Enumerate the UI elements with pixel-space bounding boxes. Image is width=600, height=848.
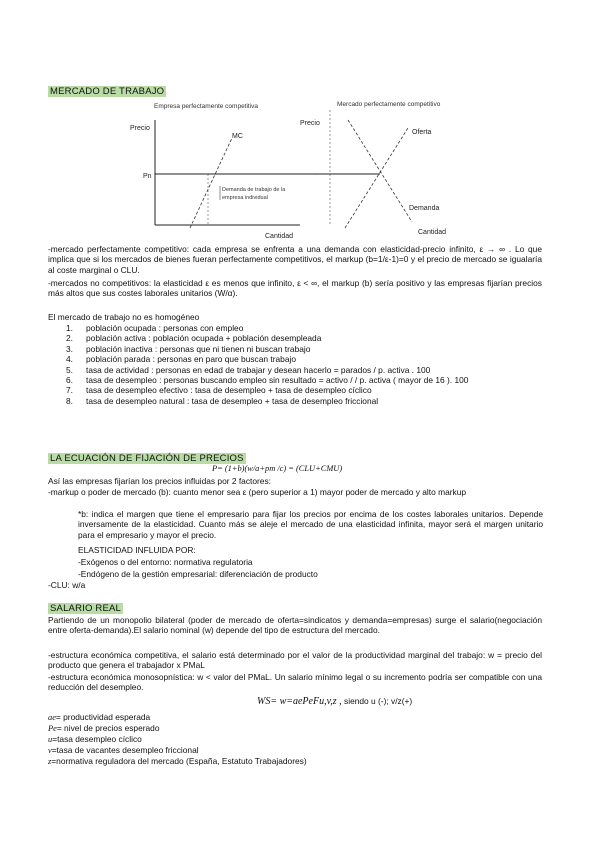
figure-left-title: Empresa perfectamente competitiva <box>154 103 259 110</box>
left-x-axis-label: Cantidad <box>265 233 294 240</box>
list-item: 1. población ocupada : personas con empleo <box>66 323 244 333</box>
oferta-label: Oferta <box>412 129 432 136</box>
supply-curve <box>345 128 408 228</box>
price-factors-intro: Así las empresas fijarían los precios influidas por 2 factores: <box>48 476 271 486</box>
labor-market-figure <box>0 0 600 245</box>
non-competitive-paragraph: -mercados no competitivos: la elasticidad ε es menos que infinito, ε < ∞, el markup (b) sería positivo y las empresas fijarían precios más altos que sus costes laborales unitarios (W/α). <box>48 278 542 299</box>
left-y-axis-label: Precio <box>130 125 150 132</box>
var-z: z=normativa reguladora del mercado (España, Estatuto Trabajadores) <box>48 756 307 766</box>
demanda-label: Demanda <box>409 205 440 212</box>
var-u: u=tasa desempleo cíclico <box>48 734 142 744</box>
clu-line: -CLU: w/a <box>48 580 86 590</box>
var-v: v=tasa de vacantes desempleo friccional <box>48 745 199 755</box>
heading-ecuacion-fijacion-precios: LA ECUACIÓN DE FIJACIÓN DE PRECIOS <box>50 453 244 464</box>
elasticidad-heading: ELASTICIDAD INFLUIDA POR: <box>78 545 196 555</box>
labor-definitions-list <box>66 323 544 406</box>
price-setting-formula: P= (1+b)(w/a+pm /c) = (CLU+CMU) <box>212 464 343 473</box>
wage-setting-equation <box>257 696 412 707</box>
markup-line: -markup o poder de mercado (b): cuanto menor sea ε (pero superior a 1) mayor poder de mercado y alto markup <box>48 487 467 497</box>
pn-label: Pn <box>143 173 152 180</box>
heading-mercado-de-trabajo: MERCADO DE TRABAJO <box>50 86 165 97</box>
bilateral-monopoly-paragraph: Partiendo de un monopolio bilateral (poder de mercado de oferta=sindicatos y demanda=empresas) surge el salario(negociación entre oferta-demanda).El salario nominal (w) depende del tipo de estructura del mercado. <box>48 615 542 636</box>
markup-explanation: *b: indica el margen que tiene el empresario para fijar los precios por encima de los costes laborales unitarios. Depende inversamente de la elasticidad. Cuanto más se aleje el mercado de una elasticidad infinita, mayor será el margen unitario para el empresario y mayor el precio. <box>78 509 543 540</box>
pn-line-arrow: → <box>312 171 318 177</box>
competitive-structure-paragraph: -estructura económica competitiva, el salario está determinado por el valor de la productividad marginal del trabajo: w = precio del producto que genera el trabajador x PMaL <box>48 650 542 671</box>
exogenous-factors: -Exógenos o del entorno: normativa regulatoria <box>78 557 253 567</box>
demand-note-line1: Demanda de trabajo de la <box>222 187 286 193</box>
demand-curve <box>348 120 412 222</box>
var-pe: Pe= nivel de precios esperado <box>48 723 160 733</box>
monopsony-paragraph: -estructura económica monosopnística: w < valor del PMaL. Un salario mínimo legal o su incremento podría ser compatible con una reducción del desempleo. <box>48 672 542 693</box>
endogenous-factors: -Endógeno de la gestión empresarial: diferenciación de producto <box>78 569 318 579</box>
list-item: 2. población activa : población ocupada + población desempleada <box>66 333 322 344</box>
right-y-axis-label: Precio <box>300 120 320 127</box>
right-x-axis-label: Cantidad <box>418 229 447 236</box>
list-item: 4. población parada : personas en paro que buscan trabajo <box>66 354 296 365</box>
mc-curve <box>190 138 232 228</box>
figure-right-title: Mercado perfectamente competitivo <box>337 101 441 108</box>
mc-label: MC <box>232 133 243 140</box>
ws-formula: WS= w=aePeFu,v,z , <box>257 696 342 707</box>
list-item: 7. tasa de desempleo efectivo : tasa de desempleo + tasa de desempleo cíclico <box>66 385 372 396</box>
list-item: 3. población inactiva : personas que ni tienen ni buscan trabajo <box>66 343 311 354</box>
list-item: 8. tasa de desempleo natural : tasa de desempleo + tasa de desempleo friccional <box>66 395 379 406</box>
list-item: 5. tasa de actividad : personas en edad de trabajar y desean hacerlo = parados / p. activa . 100 <box>66 364 431 375</box>
list-item: 6. tasa de desempleo : personas buscando empleo sin resultado = activo / / p. activa ( mayor de 16 ). 100 <box>66 375 469 386</box>
demand-note-line2: empresa individual <box>222 195 268 201</box>
var-ae: ae= productividad esperada <box>48 712 151 722</box>
perfect-competition-paragraph: -mercado perfectamente competitivo: cada empresa se enfrenta a una demanda con elasticidad-precio infinito, ε → ∞ . Lo que implica que si los mercados de bienes fueran perfectamente competitivos, el markup (b=1/ε-1)=0 y el precio de mercado se igualaría al coste marginal o CLU. <box>48 244 542 275</box>
labor-market-intro: El mercado de trabajo no es homogéneo <box>48 312 200 322</box>
heading-salario-real: SALARIO REAL <box>50 603 122 614</box>
ws-sign-note: siendo u (-); v/z(+) <box>344 696 413 706</box>
